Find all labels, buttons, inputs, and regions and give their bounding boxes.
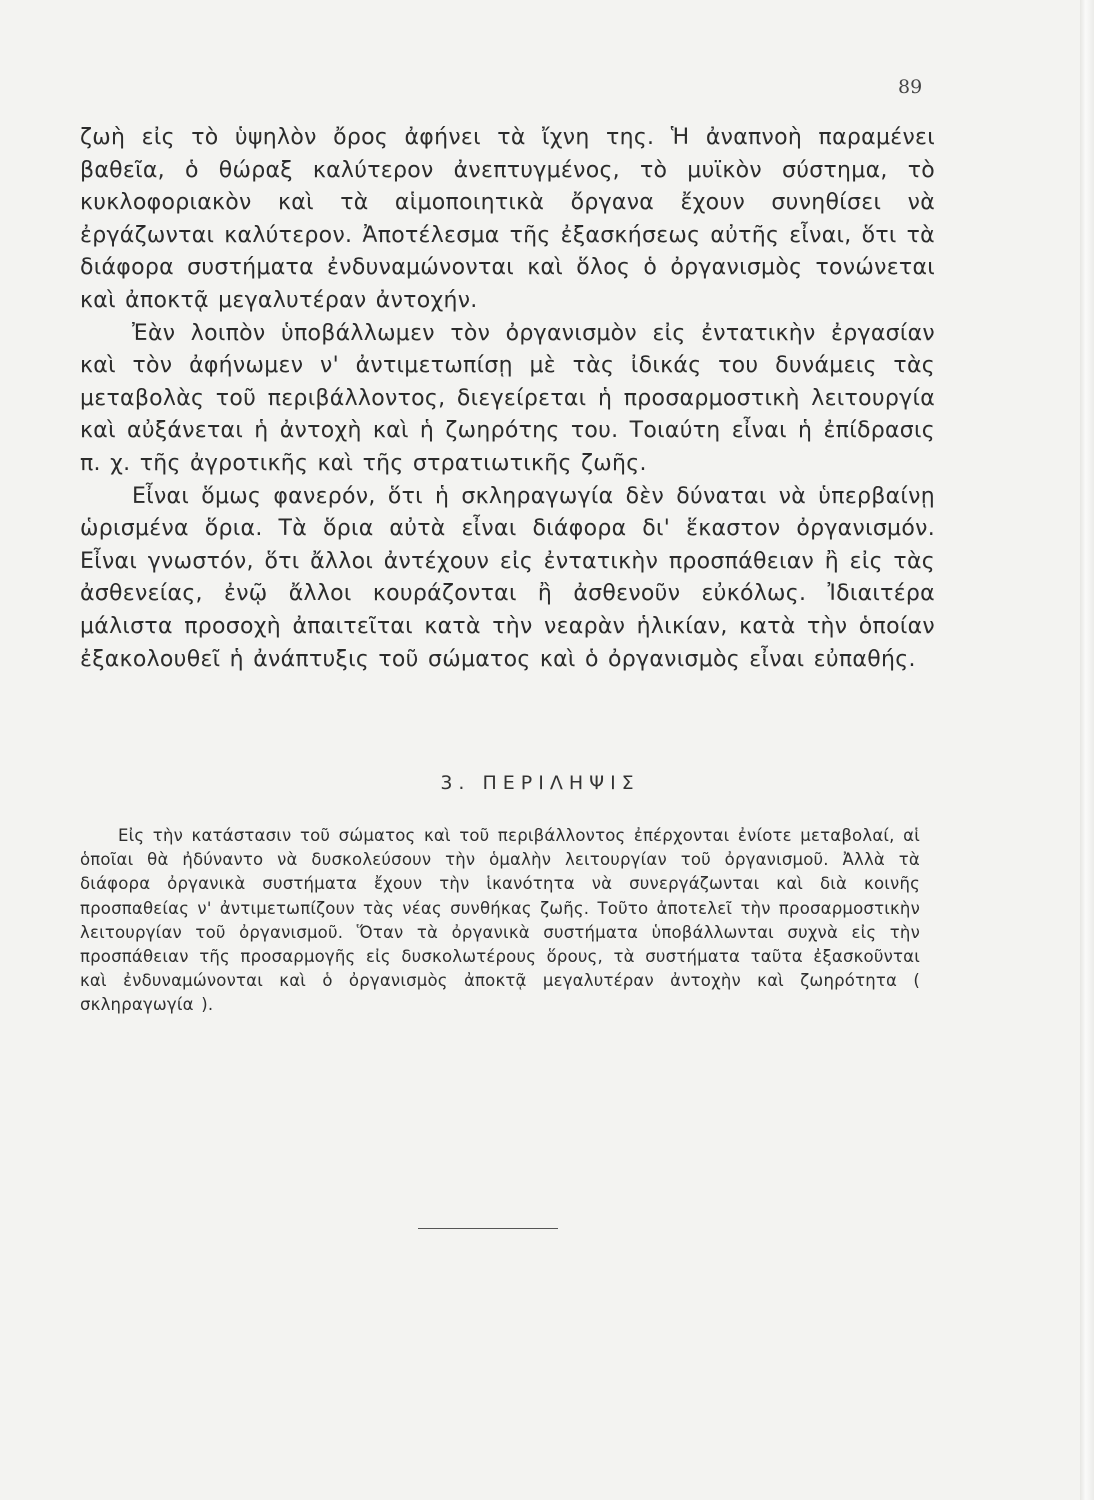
summary-paragraph: Εἰς τὴν κατάστασιν τοῦ σώματος καὶ τοῦ περιβάλλοντος ἐπέρχονται ἐνίοτε μεταβολαί, αἱ ὁποῖαι θὰ ἠδύναντο νὰ δυσκολεύσουν τὴν ὁμαλὴν λειτουργίαν τοῦ ὀργανισμοῦ. Ἀλλὰ τὰ διάφορα ὀργανικὰ συστήματα ἔχουν τὴν ἱκανότητα νὰ συνεργάζωνται καὶ διὰ κοινῆς προσπαθείας ν' ἀντιμετωπίζουν τὰς νέας συνθήκας ζωῆς. Τοῦτο ἀποτελεῖ τὴν προσαρμοστικὴν λειτουργίαν τοῦ ὀργανισμοῦ. Ὅταν τὰ ὀργανικὰ συστήματα ὑποβάλλωνται συχνὰ εἰς τὴν προσπάθειαν τῆς προσαρμογῆς εἰς δυσκολωτέρους ὅρους, τὰ συστήματα ταῦτα ἐξασκοῦνται καὶ ἐνδυναμώνονται καὶ ὁ ὀργανισμὸς ἀποκτᾷ μεγαλυτέραν ἀντοχὴν καὶ ζωηρότητα ( σκληραγωγία ).	[80, 826, 920, 1015]
end-rule	[418, 1228, 558, 1229]
body-text	[80, 122, 935, 676]
summary-text	[80, 824, 920, 1018]
page-number: 89	[898, 76, 923, 98]
paragraph-3: Εἶναι ὅμως φανερόν, ὅτι ἡ σκληραγωγία δὲν δύναται νὰ ὑπερβαίνῃ ὡρισμένα ὅρια. Τὰ ὅρια αὐτὰ εἶναι διάφορα δι' ἕκαστον ὀργανισμόν. Εἶναι γνωστόν, ὅτι ἄλλοι ἀντέχουν εἰς ἐντατικὴν προσπάθειαν ἢ εἰς τὰς ἀσθενείας, ἐνῷ ἄλλοι κουράζονται ἢ ἀσθενοῦν εὐκόλως. Ἰδιαιτέρα μάλιστα προσοχὴ ἀπαιτεῖται κατὰ τὴν νεαρὰν ἡλικίαν, κατὰ τὴν ὁποίαν ἐξακολουθεῖ ἡ ἀνάπτυξις τοῦ σώματος καὶ ὁ ὀργανισμὸς εἶναι εὐπαθής.	[80, 483, 935, 672]
page-edge	[1080, 0, 1094, 1500]
section-heading: 3. ΠΕΡΙΛΗΨΙΣ	[440, 772, 640, 794]
paragraph-2: Ἐὰν λοιπὸν ὑποβάλλωμεν τὸν ὀργανισμὸν εἰς ἐντατικὴν ἐργασίαν καὶ τὸν ἀφήνωμεν ν' ἀντιμετωπίσῃ μὲ τὰς ἰδικάς του δυνάμεις τὰς μεταβολὰς τοῦ περιβάλλοντος, διεγείρεται ἡ προσαρμοστικὴ λειτουργία καὶ αὐξάνεται ἡ ἀντοχὴ καὶ ἡ ζωηρότης του. Τοιαύτη εἶναι ἡ ἐπίδρασις π. χ. τῆς ἀγροτικῆς καὶ τῆς στρατιωτικῆς ζωῆς.	[80, 320, 935, 476]
paragraph-1: ζωὴ εἰς τὸ ὑψηλὸν ὄρος ἀφήνει τὰ ἴχνη της. Ἡ ἀναπνοὴ παραμένει βαθεῖα, ὁ θώραξ καλύτερον ἀνεπτυγμένος, τὸ μυϊκὸν σύστημα, τὸ κυκλοφοριακὸν καὶ τὰ αἱμοποιητικὰ ὄργανα ἔχουν συνηθίσει νὰ ἐργάζωνται καλύτερον. Ἀποτέλεσμα τῆς ἐξασκήσεως αὐτῆς εἶναι, ὅτι τὰ διάφορα συστήματα ἐνδυναμώνονται καὶ ὅλος ὁ ὀργανισμὸς τονώνεται καὶ ἀποκτᾷ μεγαλυτέραν ἀντοχήν.	[80, 125, 935, 313]
